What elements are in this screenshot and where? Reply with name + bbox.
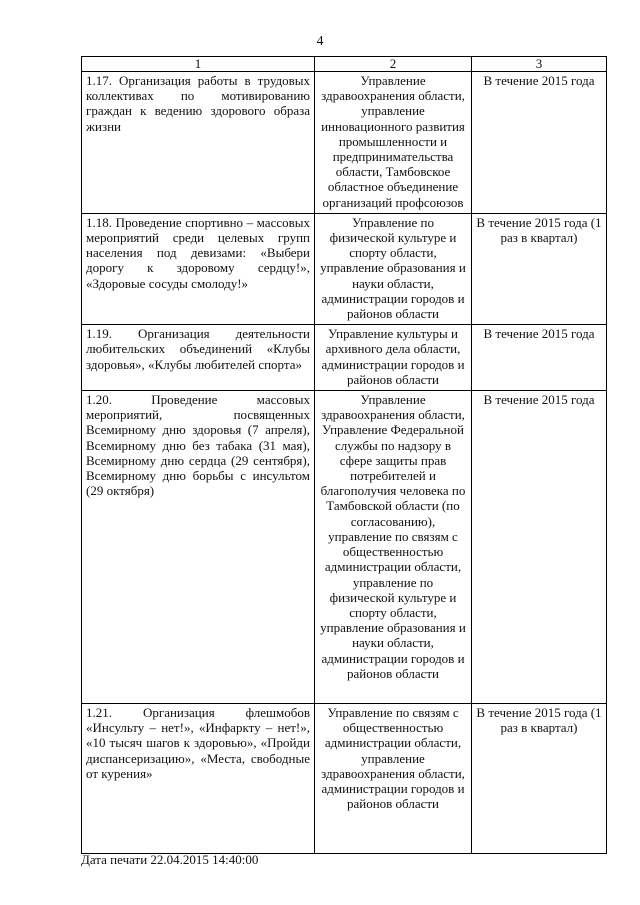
table-row [82, 213, 607, 324]
responsible-cell: Управление по физической культуре и спорту области, управление образования и науки области, администрации городов и районов области [315, 213, 472, 324]
table-row [82, 704, 607, 854]
term-cell: В течение 2015 года [472, 391, 607, 704]
page-number: 4 [316, 34, 324, 49]
term-cell: В течение 2015 года (1 раз в квартал) [472, 213, 607, 324]
responsible-cell: Управление здравоохранения области, управление инновационного развития промышленности и предпринимательства области, Тамбовское областное объединение организаций профсоюзов [315, 72, 472, 214]
event-cell: 1.21. Организация флешмобов «Инсульту – нет!», «Инфаркту – нет!», «10 тысяч шагов к здоровью», «Пройди диспансеризацию», «Места, свободные от курения» [82, 704, 315, 854]
column-header: 2 [315, 57, 472, 72]
table-header-row [82, 57, 607, 72]
responsible-cell: Управление по связям с общественностью администрации области, управление здравоохранения области, администрации городов и районов области [315, 704, 472, 854]
measures-table [81, 56, 607, 854]
column-header: 1 [82, 57, 315, 72]
event-cell: 1.18. Проведение спортивно – массовых мероприятий среди целевых групп населения под девизами: «Выбери дорогу к здоровому сердцу!», «Здоровые сосуды смолоду!» [82, 213, 315, 324]
responsible-cell: Управление культуры и архивного дела области, администрации городов и районов области [315, 325, 472, 391]
responsible-cell: Управление здравоохранения области, Управление Федеральной службы по надзору в сфере защиты прав потребителей и благополучия человека по Тамбовской области (по согласованию), управление по связям с общественностью администрации области, управление по физической культуре и спорту области, управление образования и науки области, администрации городов и районов области [315, 391, 472, 704]
event-cell: 1.19. Организация деятельности любительских объединений «Клубы здоровья», «Клубы любителей спорта» [82, 325, 315, 391]
column-header: 3 [472, 57, 607, 72]
table-row [82, 391, 607, 704]
table-row [82, 325, 607, 391]
table-row [82, 72, 607, 214]
term-cell: В течение 2015 года [472, 325, 607, 391]
term-cell: В течение 2015 года [472, 72, 607, 214]
event-cell: 1.17. Организация работы в трудовых коллективах по мотивированию граждан к ведению здорового образа жизни [82, 72, 315, 214]
print-date: Дата печати 22.04.2015 14:40:00 [81, 852, 259, 867]
term-cell: В течение 2015 года (1 раз в квартал) [472, 704, 607, 854]
event-cell: 1.20. Проведение массовых мероприятий, посвященных Всемирному дню здоровья (7 апреля), Всемирному дню без табака (31 мая), Всемирному дню сердца (29 сентября), Всемирному дню борьбы с инсультом (29 октября) [82, 391, 315, 704]
